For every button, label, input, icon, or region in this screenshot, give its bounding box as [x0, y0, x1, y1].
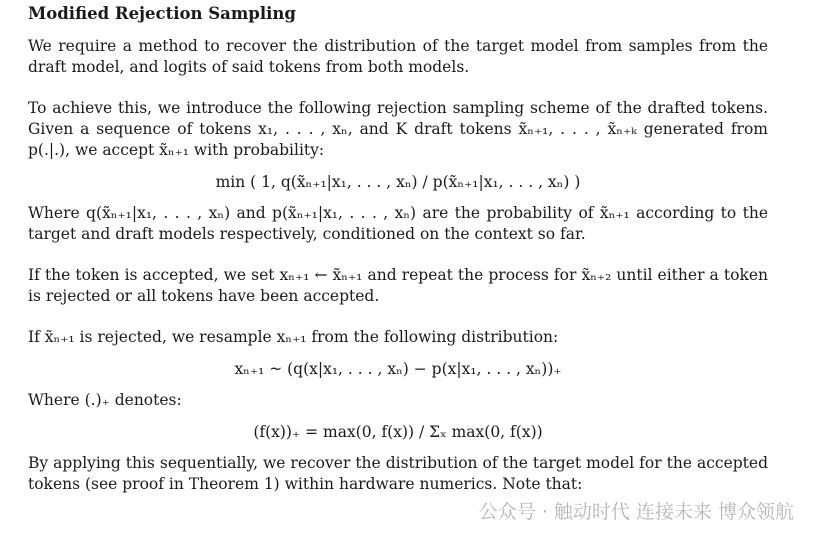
- paragraph-rejected: If x̃ₙ₊₁ is rejected, we resample xₙ₊₁ from the following distribution:: [28, 328, 559, 346]
- paragraph-intro: We require a method to recover the distribution of the target model from samples from the draft model, and logits of said tokens from both models.: [28, 37, 768, 76]
- paragraph-conclusion: By applying this sequentially, we recover the distribution of the target model for the accepted tokens (see proof in Theorem 1) within hardware numerics. Note that:: [28, 454, 768, 493]
- equation-plus-definition: (f(x))₊ = max(0, f(x)) / Σₓ max(0, f(x)): [253, 423, 543, 441]
- paragraph-accepted: If the token is accepted, we set xₙ₊₁ ← x̃ₙ₊₁ and repeat the process for x̃ₙ₊₂ until either a token is rejected or all tokens have been accepted.: [28, 266, 768, 305]
- equation-resample: xₙ₊₁ ~ (q(x|x₁, . . . , xₙ) − p(x|x₁, . . . , xₙ))₊: [234, 360, 562, 378]
- paragraph-where-q-p: Where q(x̃ₙ₊₁|x₁, . . . , xₙ) and p(x̃ₙ₊₁|x₁, . . . , xₙ) are the probability of x̃ₙ₊₁ according to the target and draft models respectively, conditioned on the context so far.: [28, 204, 768, 243]
- paragraph-scheme: To achieve this, we introduce the following rejection sampling scheme of the drafted tokens. Given a sequence of tokens x₁, . . . , xₙ, and K draft tokens x̃ₙ₊₁, . . . , x̃ₙ₊ₖ generated from p(.|.), we accept x̃ₙ₊₁ with probability:: [28, 99, 768, 159]
- equation-accept-probability: min ( 1, q(x̃ₙ₊₁|x₁, . . . , xₙ) / p(x̃ₙ₊₁|x₁, . . . , xₙ) ): [215, 173, 581, 191]
- paragraph-where-plus: Where (.)₊ denotes:: [28, 391, 182, 409]
- watermark-text: 公众号 · 触动时代 连接未来 博众领航: [478, 501, 794, 523]
- section-title: Modified Rejection Sampling: [28, 4, 296, 23]
- document-page: [28, 4, 768, 495]
